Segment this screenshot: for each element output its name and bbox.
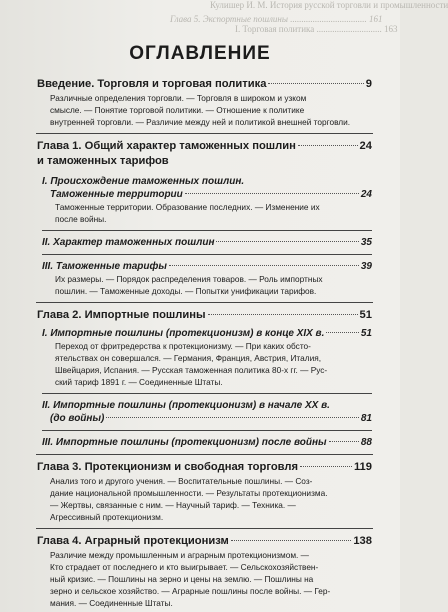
chapter-summary-line: ный кризис. — Пошлины на зерно и цены на землю. — Пошлины на	[50, 574, 314, 584]
section-title: II. Характер таможенных пошлин	[42, 237, 215, 248]
divider	[42, 230, 372, 231]
toc-section	[42, 260, 372, 297]
chapter-summary-line: Анализ того и другого учения. — Воспитательные пошлины. — Соз-	[50, 476, 313, 486]
section-summary-line: ский тариф 1891 г. — Соединенные Штаты.	[55, 377, 223, 387]
chapter-summary-line: смысле. — Понятие торговой политики. — Отношение к политике	[50, 105, 305, 115]
section-title: I. Происхождение таможенных пошлин.	[42, 176, 245, 187]
toc-chapter-1	[37, 139, 372, 297]
section-summary-line: после войны.	[55, 214, 107, 224]
leader-dots	[268, 83, 363, 84]
toc-section	[42, 175, 372, 225]
section-title-continued: Таможенные территории	[50, 189, 183, 200]
leader-dots	[185, 193, 359, 194]
divider	[36, 454, 373, 455]
section-summary-line: Швейцария, Испания. — Русская таможенная политика 80-х гг. — Рус-	[55, 365, 328, 375]
page-title: ОГЛАВЛЕНИЕ	[129, 43, 271, 64]
divider	[36, 302, 373, 303]
chapter-title: Глава 3. Протекционизм и свободная торговля	[37, 461, 299, 473]
divider	[36, 133, 373, 134]
divider	[36, 528, 373, 529]
section-summary-line: Переход от фритредерства к протекционизму. — При каких обсто-	[55, 341, 311, 351]
leader-dots	[326, 332, 359, 333]
bleed-line: Кулишер И. М. История русской торговли и промышленности	[210, 0, 448, 10]
leader-dots	[300, 466, 352, 467]
toc-chapter-3	[37, 460, 372, 523]
section-summary-line: Таможенные территории. Образование последних. — Изменение их	[55, 202, 320, 212]
leader-dots	[216, 241, 358, 242]
page-number: 35	[360, 237, 372, 248]
chapter-title: Глава 1. Общий характер таможенных пошлин	[37, 140, 296, 152]
bleed-line: Глава 5. Экспортные пошлины .................................. 161	[170, 14, 383, 24]
chapter-title: Глава 2. Импортные пошлины	[37, 309, 206, 321]
chapter-summary-line: дание национальной промышленности. — Результаты протекционизма.	[50, 488, 328, 498]
divider	[42, 393, 372, 394]
toc-section	[42, 327, 372, 388]
leader-dots	[231, 540, 352, 541]
leader-dots	[329, 441, 359, 442]
section-title: III. Таможенные тарифы	[42, 261, 167, 272]
chapter-summary-line: мания. — Соединенные Штаты.	[50, 598, 173, 608]
table-of-contents	[37, 77, 372, 611]
page-number: 81	[360, 413, 372, 424]
section-title-continued: (до войны)	[50, 413, 105, 424]
chapter-summary-line: внутренней торговли. — Различие между ней и политикой внешней торговли.	[50, 117, 351, 127]
leader-dots	[106, 417, 359, 418]
page-number: 9	[365, 78, 372, 90]
chapter-summary-line: Различные определения торговли. — Торговля в широком и узком	[50, 93, 307, 103]
toc-chapter-introduction	[37, 77, 372, 128]
toc-section	[42, 399, 372, 425]
chapter-title: Введение. Торговля и торговая политика	[37, 78, 267, 90]
chapter-summary-line: Кто страдает от последнего и кто выигрывает. — Сельскохозяйствен-	[50, 562, 319, 572]
chapter-summary-line: — Жертвы, связанные с ним. — Научный тариф. — Техника. —	[50, 500, 296, 510]
toc-chapter-2	[37, 308, 372, 449]
page-number: 51	[360, 328, 372, 339]
page-number: 51	[359, 309, 372, 321]
leader-dots	[298, 145, 358, 146]
page-number: 119	[353, 461, 372, 473]
section-title: I. Импортные пошлины (протекционизм) в конце XIX в.	[42, 328, 325, 339]
toc-section	[42, 436, 372, 449]
section-summary-line: Их размеры. — Порядок распределения товаров. — Роль импортных	[55, 274, 323, 284]
chapter-summary-line: Агрессивный протекционизм.	[50, 512, 164, 522]
bleed-line: I. Торговая политика ............................. 163	[235, 24, 398, 34]
bleed-through-text	[0, 0, 448, 34]
page-number: 138	[353, 535, 372, 547]
chapter-title: Глава 4. Аграрный протекционизм	[37, 535, 229, 547]
section-title: II. Импортные пошлины (протекционизм) в начале XX в.	[42, 400, 330, 411]
toc-section	[42, 236, 372, 249]
divider	[42, 254, 372, 255]
section-summary-line: пошлин. — Таможенные доходы. — Попытки унификации тарифов.	[55, 286, 317, 296]
page-number: 24	[360, 189, 372, 200]
page-number: 24	[359, 140, 372, 152]
toc-chapter-4	[37, 534, 372, 609]
section-title: III. Импортные пошлины (протекционизм) после войны	[42, 437, 327, 448]
section-summary-line: ятельствах он совершался. — Германия, Франция, Австрия, Италия,	[55, 353, 322, 363]
page-number: 88	[360, 437, 372, 448]
leader-dots	[169, 265, 359, 266]
chapter-title-continued: и таможенных тарифов	[37, 155, 169, 167]
leader-dots	[208, 314, 358, 315]
chapter-summary-line: Различие между промышленным и аграрным протекционизмом. —	[50, 550, 309, 560]
page-number: 39	[360, 261, 372, 272]
divider	[42, 430, 372, 431]
chapter-summary-line: зерно и сельское хозяйство. — Аграрные пошлины после войны. — Гер-	[50, 586, 331, 596]
